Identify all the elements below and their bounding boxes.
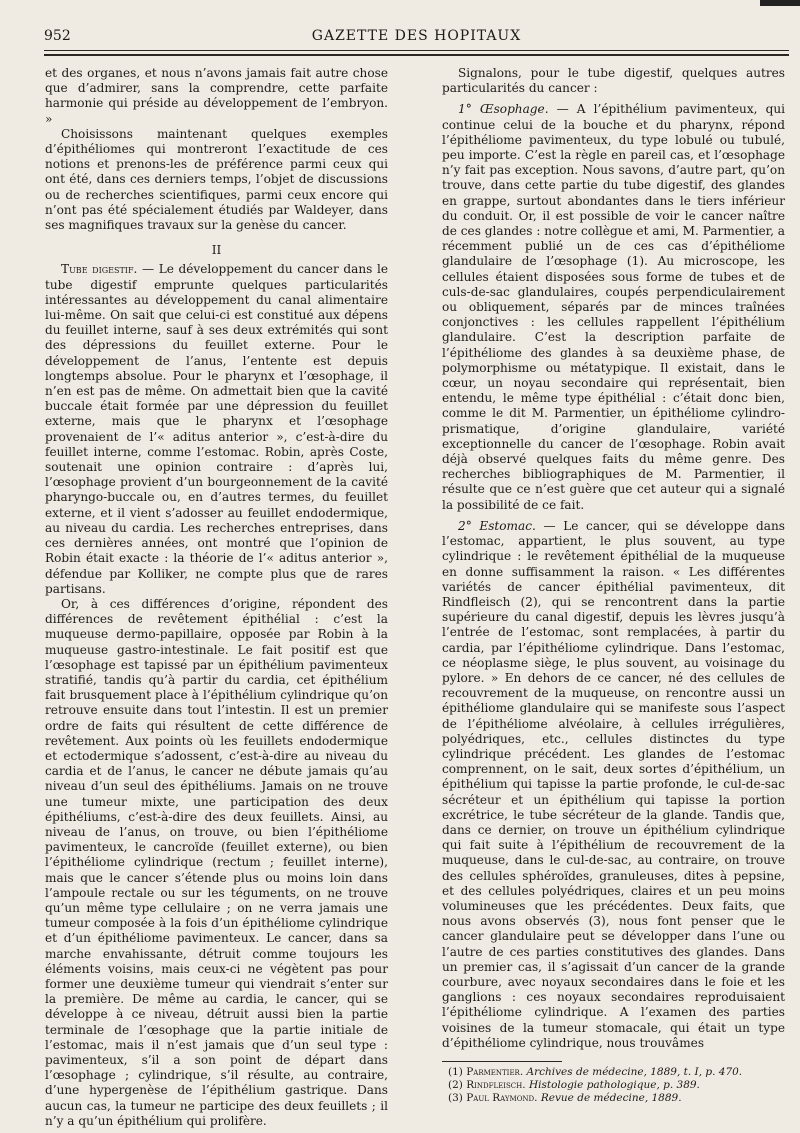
header-rule-thin	[44, 50, 789, 51]
footnote-author: Rindfleisch.	[466, 1079, 526, 1091]
paragraph	[45, 262, 388, 596]
footnote-number: (1)	[448, 1066, 463, 1078]
left-column	[45, 66, 388, 1129]
paragraph-text: — Le cancer, qui se développe dans l’estomac, appartient, le plus souvent, au type cylindrique : le revêtement épithélial de la muqueuse en donne suffisamment la raison. « Les différentes variétés de cancer épithélial pavimenteux, dit Rindfleisch (2), qui se rencontrent dans la partie supérieure du canal digestif, depuis les lèvres jusqu’à l’entrée de l’estomac, sont remplacées, à partir du cardia, par l’épithéliome cylindrique. Dans l’estomac, ce néoplasme siège, le plus souvent, au voisinage du pylore. » En dehors de ce cancer, né des cellules de recouvrement de la muqueuse, on rencontre aussi un épithéliome glandulaire qui se manifeste sous l’aspect de l’épithéliome alvéolaire, à cellules irrégulières, polyédriques, etc., cellules distinctes du type cylindrique précédent. Les glandes de l’estomac comprennent, on le sait, deux sortes d’épithélium, un épithélium qui tapisse la partie profonde, le cul-de-sac sécréteur et un épithélium qui tapisse la portion excrétrice, le tube sécréteur de la glande. Tandis que, dans ce dernier, on trouve un épithélium cylindrique qui fait suite à l’épithélium de recouvrement de la muqueuse, dans le cul-de-sac, au contraire, on trouve des cellules sphéroïdes, granuleuses, dites à pepsine, et des cellules polyédriques, claires et un peu moins volumineuses que les précédentes. Deux faits, que nous avons observés (3), nous font penser que le cancer glandulaire peut se développer dans l’une ou l’autre de ces parties constitutives des glandes. Dans un premier cas, il s’agissait d’un cancer de la grande courbure, avec noyaux secondaires dans le foie et les ganglions : ces noyaux secondaires reproduisaient l’épithéliome cylindrique. A l’examen des parties voisines de la tumeur stomacale, qui était un type d’épithéliome cylindrique, nous trouvâmes	[442, 518, 786, 1050]
right-column	[442, 66, 785, 1105]
page-header	[44, 26, 789, 48]
subsection-lead: 1° Œsophage.	[458, 102, 549, 117]
section-lead: Tube digestif.	[61, 262, 138, 277]
section-number: II	[211, 243, 222, 258]
footnote-author: Paul Raymond.	[466, 1092, 538, 1104]
paragraph: et des organes, et nous n’avons jamais fait autre chose que d’admirer, sans la comprendre, cette parfaite harmonie qui préside au développement de l’embryon. »	[45, 66, 388, 126]
footnote-author: Parmentier.	[466, 1066, 524, 1078]
subsection-lead: 2° Estomac.	[458, 518, 536, 533]
header-rule-thick	[44, 54, 789, 56]
footnote	[442, 1092, 785, 1105]
paragraph: Signalons, pour le tube digestif, quelques autres particularités du cancer :	[442, 66, 785, 96]
footnote-number: (3)	[448, 1092, 463, 1104]
footnote-rule	[442, 1061, 562, 1062]
journal-title: GAZETTE DES HOPITAUX	[311, 28, 522, 44]
footnote-text: Revue de médecine, 1889.	[537, 1092, 682, 1104]
paragraph	[442, 519, 785, 1051]
footnote	[442, 1079, 785, 1092]
paragraph-text: — A l’épithélium pavimenteux, qui continue celui de la bouche et du pharynx, répond l’épithéliome pavimenteux, du type lobulé ou tubulé, peu importe. C’est la règle en pareil cas, et l’œsophage n’y fait pas exception. Nous savons, d’autre part, qu’on trouve, dans cette partie du tube digestif, des glandes en grappe, surtout abondantes dans le tiers inférieur du conduit. Or, il est possible de voir le cancer naître de ces glandes : notre collègue et ami, M. Parmentier, a récemment publié un de ces cas d’épithéliome glandulaire de l’œsophage (1). Au microscope, les cellules étaient disposées sous forme de tubes et de culs-de-sac glandulaires, coupés perpendiculairement ou obliquement, séparés par de minces traînées conjonctives : les cellules rappellent l’épithélium glandulaire. C’est la description parfaite de l’épithéliome des glandes à sa deuxième phase, de polymorphisme ou métatypique. Il existait, dans le cœur, un noyau secondaire qui représentait, bien entendu, le même type épithélial : c’était donc bien, comme le dit M. Parmentier, un épithéliome cylindro-prismatique, d’origine glandulaire, variété exceptionnelle du cancer de l’œsophage. Robin avait déjà observé quelques faits du même genre. Des recherches bibliographiques de M. Parmentier, il résulte que ce n’est guère que cet auteur qui a signalé la possibilité de ce fait.	[442, 102, 785, 512]
footnote	[442, 1066, 785, 1079]
footnote-number: (2)	[448, 1079, 463, 1091]
paragraph	[442, 102, 785, 512]
paragraph-text: — Le développement du cancer dans le tube digestif emprunte quelques particularités intéressantes au développement du canal alimentaire lui-même. On sait que celui-ci est constitué aux dépens du feuillet interne, sauf à ses deux extrémités qui sont des dépressions du feuillet externe. Pour le développement de l’anus, l’entente est depuis longtemps absolue. Pour le pharynx et l’œsophage, il n’en est pas de même. On admettait bien que la cavité buccale était formée par une dépression du feuillet externe, mais que le pharynx et l’œsophage provenaient de l’« aditus anterior », c’est-à-dire du feuillet interne, comme l’estomac. Robin, après Coste, soutenait une opinion contraire : d’après lui, l’œsophage provient d’un bourgeonnement de la cavité pharyngo-buccale ou, en d’autres termes, du feuillet externe, et il vient s’adosser au feuillet endodermique, au niveau du cardia. Les recherches entreprises, dans ces dernières années, ont montré que l’opinion de Robin était exacte : la théorie de l’« aditus anterior », défendue par Kolliker, ne compte plus que de rares partisans.	[45, 262, 388, 596]
footnotes	[442, 1066, 785, 1105]
footnote-text: Histologie pathologique, p. 389.	[525, 1079, 700, 1091]
paragraph: Choisissons maintenant quelques exemples d’épithéliomes qui montreront l’exactitude de ces notions et prenons-les de préférence parmi ceux qui ont été, dans ces derniers temps, l’objet de discussions ou de recherches scientifiques, parmi ceux encore qui n’ont pas été spécialement étudiés par Waldeyer, dans ses magnifiques travaux sur la genèse du cancer.	[45, 126, 388, 233]
page-corner-mark	[760, 0, 800, 6]
page-number: 952	[44, 28, 71, 44]
paragraph: Or, à ces différences d’origine, répondent des différences de revêtement épithélial : c’est la muqueuse dermo-papillaire, opposée par Robin à la muqueuse gastro-intestinale. Le fait positif est que l’œsophage est tapissé par un épithélium pavimenteux stratifié, tandis qu’à partir du cardia, cet épithélium fait brusquement place à l’épithélium cylindrique qu’on retrouve ensuite dans tout l’intestin. Il est un premier ordre de faits qui résultent de cette différence de revêtement. Aux points où les feuillets endodermique et ectodermique s’adossent, c’est-à-dire au niveau du cardia et de l’anus, le cancer ne débute jamais qu’au niveau d’un seul des épithéliums. Jamais on ne trouve une tumeur mixte, une participation des deux épithéliums, c’est-à-dire des deux feuillets. Ainsi, au niveau de l’anus, on trouve, ou bien l’épithéliome pavimenteux, le cancroïde (feuillet externe), ou bien l’épithéliome cylindrique (rectum ; feuillet interne), mais que le cancer s’étende plus ou moins loin dans l’ampoule rectale ou sur les téguments, on ne trouve qu’un même type cellulaire ; on ne verra jamais une tumeur composée à la fois d’un épithéliome cylindrique et d’un épithéliome pavimenteux. Le cancer, dans sa marche envahissante, détruit comme toujours les éléments voisins, mais ceux-ci ne végètent pas pour former une deuxième tumeur qui viendrait s’enter sur la première. De même au cardia, le cancer, qui se développe à ce niveau, détruit aussi bien la partie terminale de l’œsophage que la partie initiale de l’estomac, mais il n’est jamais que d’un seul type : pavimenteux, s’il a son point de départ dans l’œsophage ; cylindrique, s’il résulte, au contraire, d’une hypergenèse de l’épithélium gastrique. Dans aucun cas, la tumeur ne participe des deux feuillets ; il n’y a qu’un épithélium qui prolifère.	[45, 596, 388, 1128]
footnote-text: Archives de médecine, 1889, t. I, p. 470.	[523, 1066, 743, 1078]
